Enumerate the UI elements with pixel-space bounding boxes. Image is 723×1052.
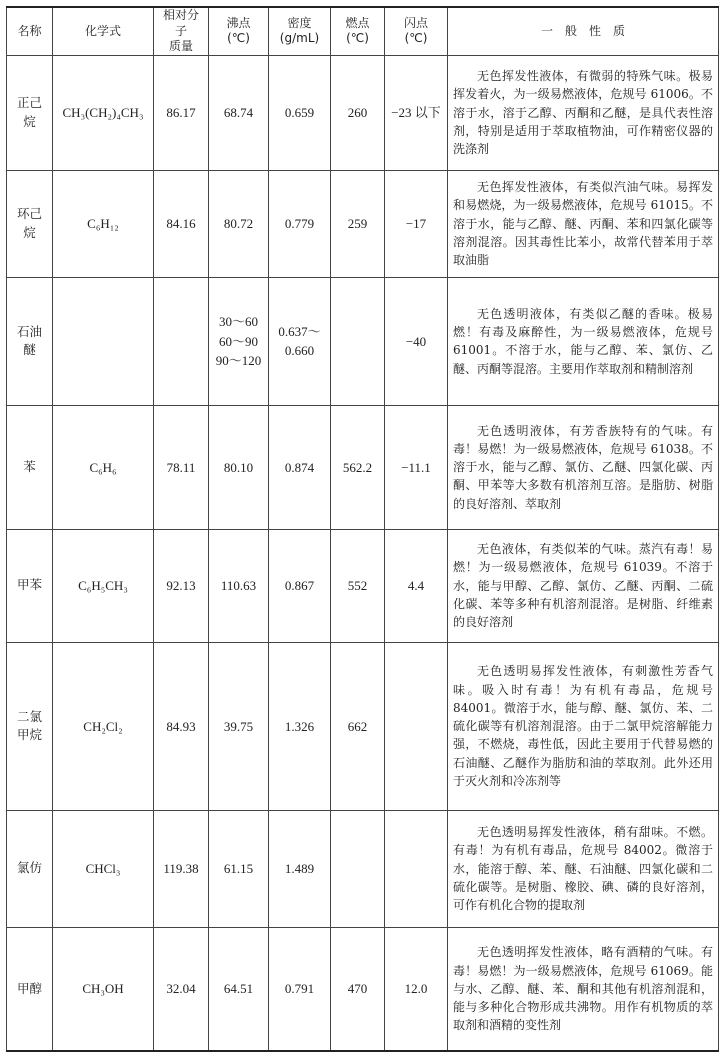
cell-name: 石油醚 — [7, 277, 53, 405]
cell-properties: 无色挥发性液体，有类似汽油气味。易挥发和易燃烧，为一级易燃液体，危规号 61015。不溶于水，能与乙醇、醚、丙酮、苯和四氯化碳等溶剂混溶。因其毒性比苯小，故常代替苯用于萃取油脂 — [448, 170, 719, 277]
cell-name: 甲苯 — [7, 529, 53, 642]
table-row — [7, 55, 719, 170]
cell-density: 1.326 — [269, 642, 331, 810]
cell-ignition-point — [331, 810, 385, 927]
table-row — [7, 642, 719, 810]
cell-density: 1.489 — [269, 810, 331, 927]
cell-density: 0.874 — [269, 405, 331, 529]
cell-ignition-point: 259 — [331, 170, 385, 277]
table-row — [7, 529, 719, 642]
cell-formula: CHCl₃ — [53, 810, 154, 927]
cell-name: 甲醇 — [7, 927, 53, 1051]
table-row — [7, 170, 719, 277]
cell-ignition-point — [331, 277, 385, 405]
cell-boiling-point: 30～60 60～90 90～120 — [209, 277, 269, 405]
header-density: 密度 (g/mL) — [269, 7, 331, 55]
cell-molar-mass: 119.38 — [154, 810, 209, 927]
cell-flash-point: −40 — [385, 277, 448, 405]
cell-boiling-point: 68.74 — [209, 55, 269, 170]
cell-boiling-point: 64.51 — [209, 927, 269, 1051]
cell-density: 0.659 — [269, 55, 331, 170]
cell-ignition-point: 552 — [331, 529, 385, 642]
header-formula: 化学式 — [53, 7, 154, 55]
cell-formula: C₆H₁₂ — [53, 170, 154, 277]
cell-formula: C₆H₆ — [53, 405, 154, 529]
cell-flash-point: −11.1 — [385, 405, 448, 529]
cell-boiling-point: 61.15 — [209, 810, 269, 927]
cell-name: 氯仿 — [7, 810, 53, 927]
header-boiling-point: 沸点 (℃) — [209, 7, 269, 55]
cell-flash-point: 4.4 — [385, 529, 448, 642]
cell-formula: CH₃OH — [53, 927, 154, 1051]
cell-formula: C₆H₅CH₃ — [53, 529, 154, 642]
cell-properties: 无色液体，有类似苯的气味。蒸汽有毒！易燃！为一级易燃液体，危规号 61039。不溶于水，能与甲醇、乙醇、氯仿、乙醚、丙酮、二硫化碳、苯等多种有机溶剂混溶。是树脂、纤维素的良好溶剂 — [448, 529, 719, 642]
cell-density: 0.779 — [269, 170, 331, 277]
cell-properties: 无色透明挥发性液体，略有酒精的气味。有毒！易燃！为一级易燃液体，危规号 61069。能与水、乙醇、醚、苯、酮和其他有机溶剂混和，能与多种化合物形成共沸物。用作有机物质的萃取剂和酒精的变性剂 — [448, 927, 719, 1051]
cell-properties: 无色透明易挥发性液体，稍有甜味。不燃。有毒！为有机有毒品，危规号 84002。微溶于水，能溶于醇、苯、醚、石油醚、四氯化碳和二硫化碳等。是树脂、橡胶、碘、磷的良好溶剂，可作有机化合物的提取剂 — [448, 810, 719, 927]
cell-boiling-point: 80.72 — [209, 170, 269, 277]
cell-ignition-point: 260 — [331, 55, 385, 170]
cell-density: 0.791 — [269, 927, 331, 1051]
cell-properties: 无色透明易挥发性液体，有刺激性芳香气味。吸入时有毒！为有机有毒品，危规号 84001。微溶于水，能与醇、醚、氯仿、苯、二硫化碳等有机溶剂混溶。由于二氯甲烷溶解能力强，不燃烧，毒性低，因此主要用于代替易燃的石油醚、乙醚作为脂肪和油的萃取剂。此外还用于灭火剂和冷冻剂等 — [448, 642, 719, 810]
cell-flash-point — [385, 810, 448, 927]
cell-molar-mass: 86.17 — [154, 55, 209, 170]
table-row — [7, 405, 719, 529]
cell-flash-point: 12.0 — [385, 927, 448, 1051]
cell-name: 二氯 甲烷 — [7, 642, 53, 810]
cell-properties: 无色透明液体，有类似乙醚的香味。极易燃！有毒及麻醉性，为一级易燃液体，危规号 61001。不溶于水，能与乙醇、苯、氯仿、乙醚、丙酮等混溶。主要用作萃取剂和精制溶剂 — [448, 277, 719, 405]
table-row — [7, 277, 719, 405]
cell-boiling-point: 110.63 — [209, 529, 269, 642]
cell-molar-mass: 92.13 — [154, 529, 209, 642]
table-row — [7, 810, 719, 927]
header-properties: 一 般 性 质 — [448, 7, 719, 55]
header-row — [7, 7, 719, 55]
cell-flash-point: −17 — [385, 170, 448, 277]
cell-molar-mass — [154, 277, 209, 405]
table-row — [7, 927, 719, 1051]
header-name: 名称 — [7, 7, 53, 55]
cell-molar-mass: 78.11 — [154, 405, 209, 529]
cell-name: 环己烷 — [7, 170, 53, 277]
cell-density: 0.637～ 0.660 — [269, 277, 331, 405]
cell-formula: CH₂Cl₂ — [53, 642, 154, 810]
cell-name: 苯 — [7, 405, 53, 529]
header-ignition-point: 燃点 (℃) — [331, 7, 385, 55]
cell-molar-mass: 32.04 — [154, 927, 209, 1051]
cell-ignition-point: 662 — [331, 642, 385, 810]
cell-ignition-point: 470 — [331, 927, 385, 1051]
cell-properties: 无色透明液体，有芳香族特有的气味。有毒！易燃！为一级易燃液体，危规号 61038。不溶于水，能与乙醇、氯仿、乙醚、四氯化碳、丙酮、甲苯等大多数有机溶剂互溶。是脂肪、树脂的良好溶剂、萃取剂 — [448, 405, 719, 529]
cell-boiling-point: 39.75 — [209, 642, 269, 810]
cell-name: 正己烷 — [7, 55, 53, 170]
cell-density: 0.867 — [269, 529, 331, 642]
solvents-properties-table — [6, 6, 719, 1052]
cell-formula: CH₃(CH₂)₄CH₃ — [53, 55, 154, 170]
header-flash-point: 闪点 (℃) — [385, 7, 448, 55]
cell-molar-mass: 84.16 — [154, 170, 209, 277]
cell-boiling-point: 80.10 — [209, 405, 269, 529]
header-molar-mass: 相对分子 质量 — [154, 7, 209, 55]
cell-formula — [53, 277, 154, 405]
cell-properties: 无色挥发性液体，有微弱的特殊气味。极易挥发着火，为一级易燃液体，危规号 61006。不溶于水，溶于乙醇、丙酮和乙醚，是具代表性溶剂，特别是适用于萃取植物油，可作精密仪器的洗涤剂 — [448, 55, 719, 170]
cell-flash-point: −23 以下 — [385, 55, 448, 170]
cell-flash-point — [385, 642, 448, 810]
cell-ignition-point: 562.2 — [331, 405, 385, 529]
cell-molar-mass: 84.93 — [154, 642, 209, 810]
